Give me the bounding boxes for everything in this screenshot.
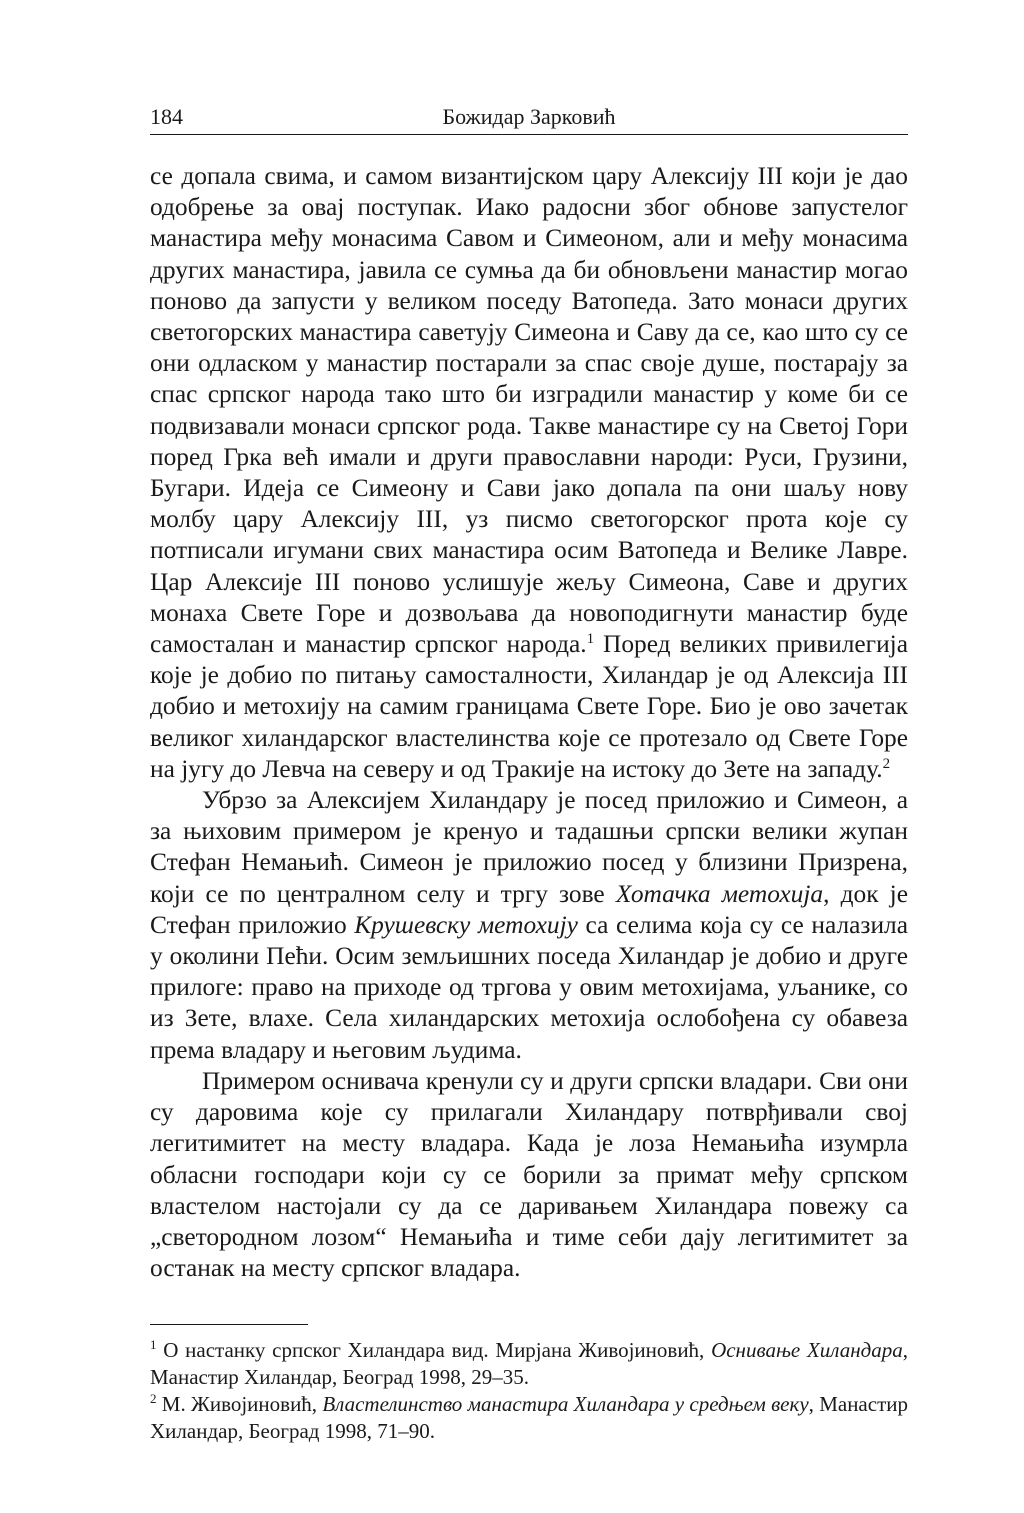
footnote-2: $^2$ М. Живојиновић, Властелинство манастира Хиландара у средњем веку, Манастир Хиландар, Београд 1998, 71–90. <box>150 1391 908 1444</box>
body-text <box>150 161 908 1284</box>
paragraph-3: Примером оснивача кренули су и други српски владари. Сви они су даровима које су прилагали Хиландару потврђивали свој легитимитет на месту владара. Када је лоза Немањића изумрла обласни господари који су се борили за примат међу српском властелом настојали су да се даривањем Хиландара повежу са „светородном лозом“ Немањића и тиме себи дају легитимитет за останак на месту српског владара. <box>150 1066 908 1283</box>
italic-term: Крушевску метохију <box>354 910 578 939</box>
footnote-ref-2: 2 <box>882 755 891 772</box>
paragraph-1: се допала свима, и самом византијском цару Алексију III који је дао одобрење за овај поступак. Иако радосни због обнове запустелог манастира међу монасима Савом и Симеоном, али и међу монасима других манастира, јавила се сумња да би обновљени манастир могао поново да запусти у великом поседу Ватопеда. Зато монаси других светогорских манастира саветују Симеона и Саву да се, као што су се они одласком у манастир постарали за спас своје душе, постарају за спас српског народа тако што би изградили манастир у коме би се подвизавали монаси српског рода. Такве манастире су на Светој Гори поред Грка већ имали и други православни народи: Руси, Грузини, Бугари. Идеја се Симеону и Сави јако допала па они шаљу нову молбу цару Алексију III, уз писмо светогорског прота које су потписали игумани свих манастира осим Ватопеда и Велике Лавре. Цар Алексије III поново услишује жељу Симеона, Саве и других монаха Свете Горе и дозвољава да новоподигнути манастир буде самосталан и манастир српског народа.$^1$ Поред великих привилегија које је добио по питању самосталности, Хиландар је од Алексија III добио и метохију на самим границама Свете Горе. Био је ово зачетак великог хиландарског властелинства које се протезало од Свете Горе на југу до Левча на северу и од Тракије на истоку до Зете на западу.$^2$ <box>150 162 909 783</box>
footnotes <box>150 1337 908 1445</box>
page-number: 184 <box>150 104 183 129</box>
book-page <box>150 100 908 1445</box>
running-head <box>150 100 908 135</box>
italic-term: Хотачка метохија <box>615 879 824 908</box>
running-title: Божидар Зарковић <box>442 104 616 129</box>
paragraph-2: Убрзо за Алексијем Хиландару је посед приложио и Симеон, а за њиховим примером је кренуо и тадашњи српски велики жупан Стефан Немањић. Симеон је приложио посед у близини Призрена, који се по централном селу и тргу зове Хотачка метохија, док је Стефан приложио Крушевску метохију са селима која су се налазила у околини Пећи. Осим земљишних поседа Хиландар је добио и друге прилоге: право на приходе од трговa у овим метохијама, уљанике, со из Зете, влахе. Села хиландарских метохија ослобођена су обавеза према владару и његовим људима. <box>150 786 908 1064</box>
footnote-divider <box>150 1324 308 1325</box>
footnote-1: $^1$ О настанку српског Хиландара вид. Мирјана Живојиновић, Оснивање Хиландара, Манастир Хиландар, Београд 1998, 29–35. <box>150 1337 908 1390</box>
footnote-ref-1: 1 <box>586 631 595 648</box>
